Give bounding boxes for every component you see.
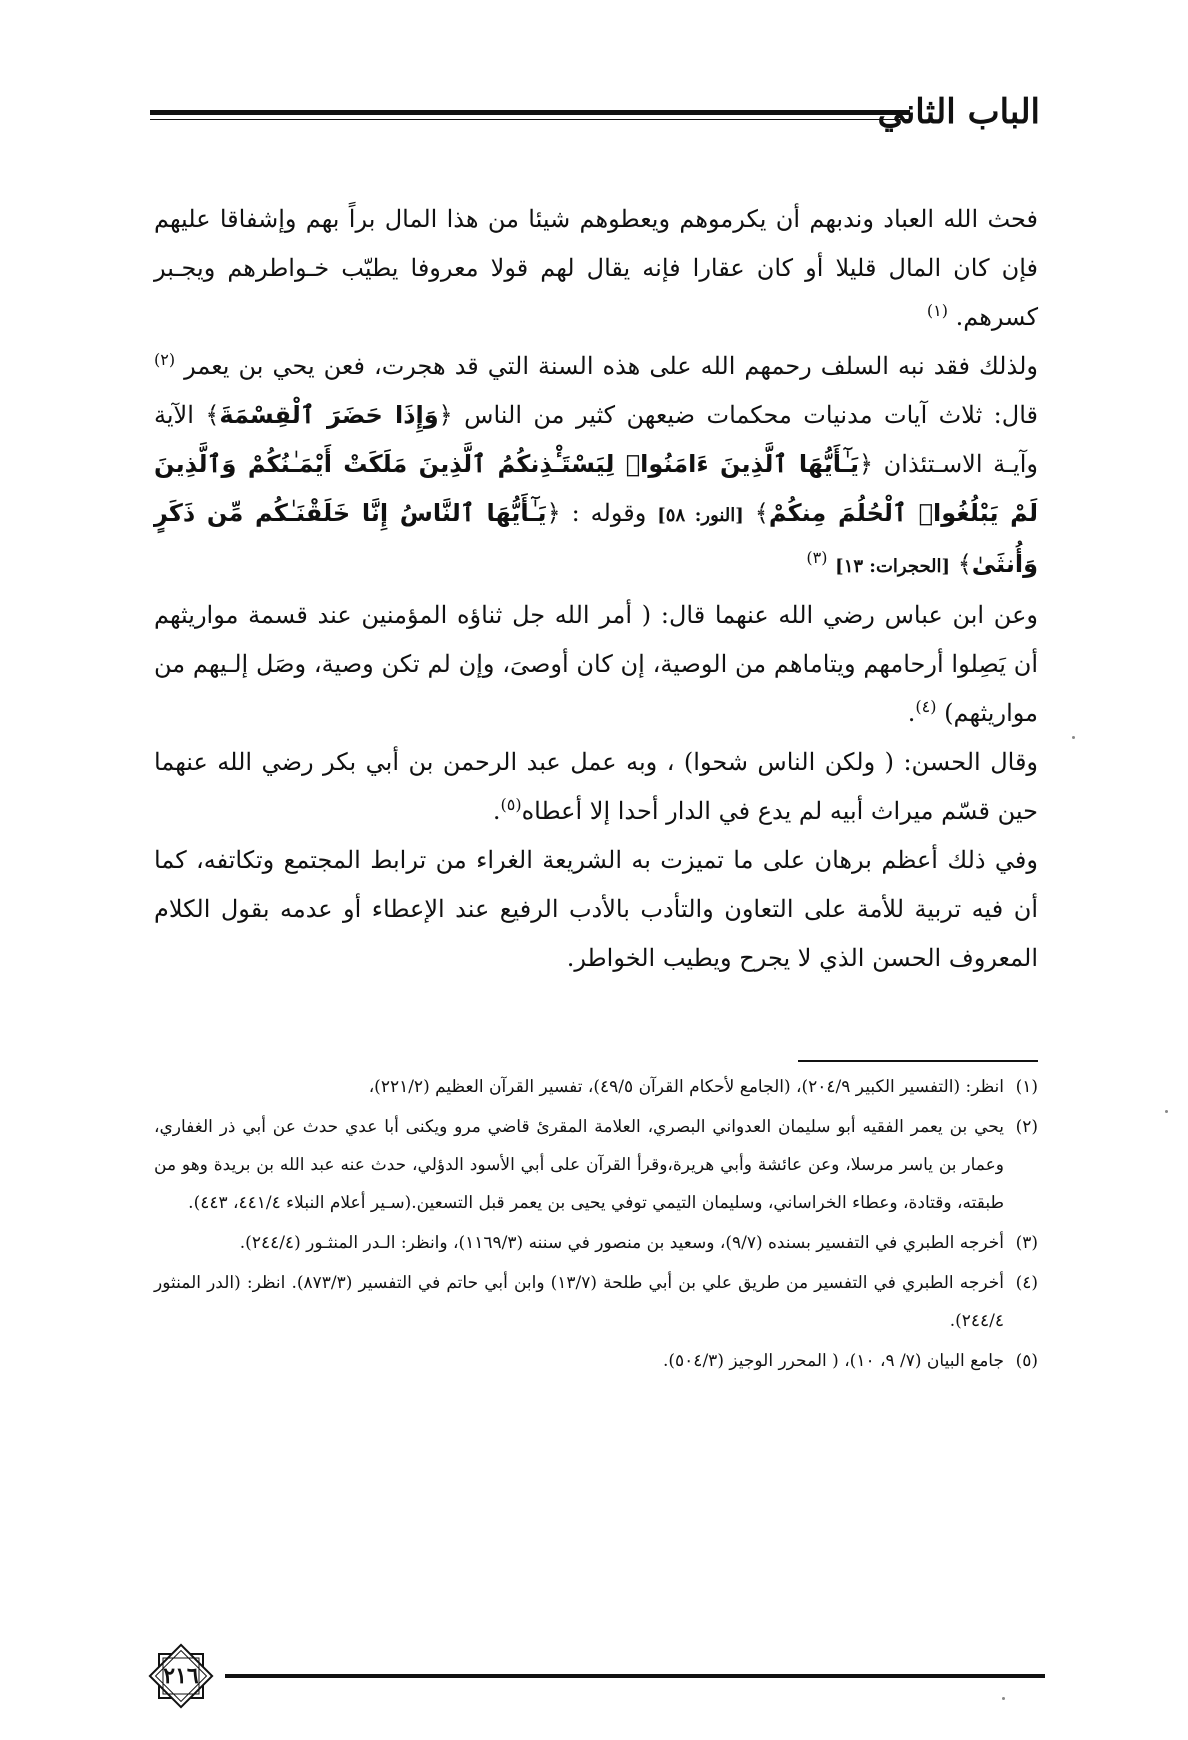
paragraph-4 [154,738,1038,836]
footnote-number: (٣) [1015,1233,1038,1253]
paragraph-1 [154,195,1038,342]
paragraph-text: ولذلك فقد نبه السلف رحمهم الله على هذه السنة التي قد هجرت، فعن يحي بن يعمر [184,352,1038,380]
footnote-number: (٥) [1015,1351,1038,1371]
page-footer [145,1640,1045,1710]
page-number: ٢١٦ [163,1663,199,1689]
footnote-text: أخرجه الطبري في التفسير بسنده (٩/٧)، وسعيد بن منصور في سننه (١١٦٩/٣)، وانظر: الـدر المنثـور (٢٤٤/٤). [239,1233,1004,1253]
ornate-bracket-close: ﴾ [957,550,972,578]
footer-rule [225,1674,1045,1678]
paragraph-text: وعن ابن عباس رضي الله عنهما قال: ( أمر الله جل ثناؤه المؤمنين عند قسمة مواريثهم أن يَصِلوا أرحامهم ويتاماهم من الوصية، إن كان أوصىَ، وإن لم تكن وصية، وصَل إلـيهم من مواريثهم) [154,601,1038,727]
ornate-bracket-open: ﴿ [546,499,561,527]
footnote-marker: (١) [926,301,949,320]
footnote-text: يحي بن يعمر الفقيه أبو سليمان العدواني البصري، العلامة المقرئ قاضي مرو ويكنى أبا عدي حدث عن أبي ذر الغفاري، وعمار بن ياسر مرسلا، وعن عائشة وأبي هريرة،وقرأ القرآن على أبي الأسود الدؤلي، حدث عنه عبد الله بن بريدة وهو من طبقته، وقتادة، وعطاء الخراساني، وسليمان التيمي توفي يحيى بن يعمر قبل التسعين.(سـير أعلام النبلاء ٤٤١/٤، ٤٤٣). [154,1117,1004,1213]
footnote-marker: (٢) [154,350,176,369]
verse-reference: [النور: ٥٨] [657,505,744,526]
paragraph-text: وقال الحسن: ( ولكن الناس شحوا) ، وبه عمل عبد الرحمن بن أبي بكر رضي الله عنهما حين قسّم ميراث أبيه لم يدع في الدار أحدا إلا أعطاه [154,748,1038,825]
page-header [150,82,1040,142]
paragraph-2 [154,342,1038,591]
footnotes [154,1068,1038,1382]
footnote-number: (١) [1015,1077,1038,1097]
paragraph-3 [154,591,1038,738]
ornate-bracket-open: ﴿ [438,401,453,429]
ornate-bracket-open: ﴿ [858,450,874,478]
paragraph-end: . [492,797,501,825]
ornate-bracket-close: ﴾ [754,499,769,527]
footnote-text: أخرجه الطبري في التفسير من طريق علي بن أبي طلحة (١٣/٧) وابن أبي حاتم في التفسير (٨٧٣/٣). انظر: (الدر المنثور ٢٤٤/٤). [154,1273,1005,1331]
footnote [154,1068,1038,1106]
footnote-text: انظر: (التفسير الكبير ٢٠٤/٩)، (الجامع لأحكام القرآن ٤٩/٥)، تفسير القرآن العظيم (٢٢١/٢)، [368,1077,1004,1097]
scan-speck [1072,736,1075,739]
scan-speck [1165,1110,1168,1113]
footnote [154,1264,1038,1340]
footnote-separator [798,1060,1038,1062]
paragraph-5 [154,836,1038,983]
footnote [154,1224,1038,1262]
paragraph-text: وقوله : [571,499,647,527]
footnote-text: جامع البيان (٧/ ٩، ١٠)، ( المحرر الوجيز (٥٠٤/٣). [663,1351,1004,1371]
quran-verse: وَإِذَا حَضَرَ ٱلْقِسْمَةَ [219,401,439,429]
footnote-number: (٤) [1015,1273,1038,1293]
footnote-number: (٢) [1015,1117,1038,1137]
paragraph-text: قال: ثلاث آيات مدنيات محكمات ضيعهن كثير من الناس [464,401,1038,429]
main-text [154,195,1038,983]
paragraph-text: الآية وآيـة الاسـتئذان [154,401,1038,478]
chapter-title: الباب الثاني [877,92,1040,132]
ornate-bracket-close: ﴾ [205,401,220,429]
footnote [154,1342,1038,1380]
footnote-marker: (٣) [806,548,828,567]
paragraph-text: فحث الله العباد وندبهم أن يكرموهم ويعطوهم شيئا من هذا المال براً بهم وإشفاقا عليهم فإن كان المال قليلا أو كان عقارا فإنه يقال لهم قولا معروفا يطيّب خـواطرهم ويجـبر كسرهم. [154,205,1039,331]
scan-speck [1002,1697,1005,1700]
footnote-marker: (٤) [915,697,937,716]
verse-reference: [الحجرات: ١٣] [835,556,951,577]
footnote-marker: (٥) [500,795,522,814]
paragraph-text: وفي ذلك أعظم برهان على ما تميزت به الشريعة الغراء من ترابط المجتمع وتكاتفه، كما أن فيه تربية للأمة على التعاون والتأدب بالأدب الرفيع عند الإعطاء أو عدمه بقول الكلام المعروف الحسن الذي لا يجرح ويطيب الخواطر. [154,846,1038,972]
paragraph-end: . [907,699,916,727]
header-rule [150,110,910,115]
footnote [154,1108,1038,1222]
quran-verse: يَـٰٓأَيُّهَا ٱلَّذِينَ ءَامَنُوا۟ لِيَسْتَـْٔذِنكُمُ ٱلَّذِينَ مَلَكَتْ أَيْمَـٰنُكُمْ وَٱلَّذِينَ لَمْ يَبْلُغُوا۟ ٱلْحُلُمَ مِنكُمْ [154,450,1038,527]
quran-verse: يَـٰٓأَيُّهَا ٱلنَّاسُ إِنَّا خَلَقْنَـٰكُم مِّن ذَكَرٍ وَأُنثَىٰ [154,499,1038,578]
